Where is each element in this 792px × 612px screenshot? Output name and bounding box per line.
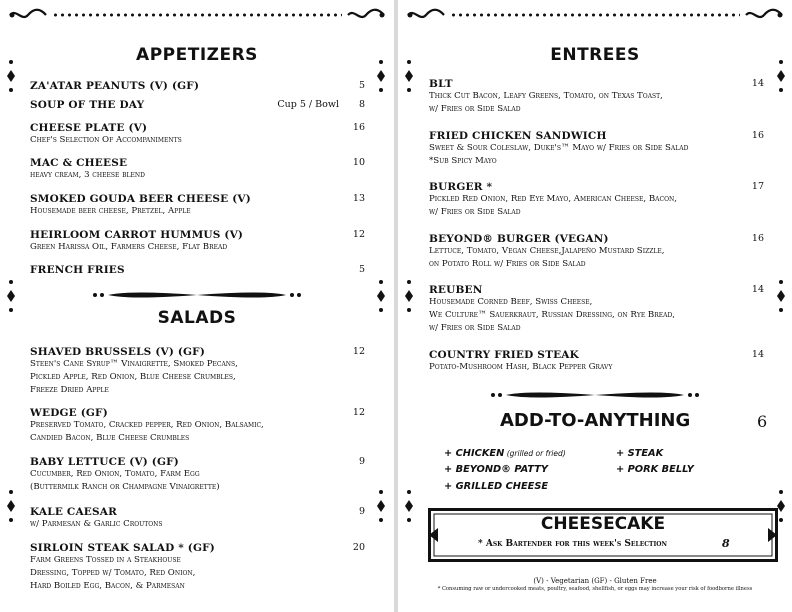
side-ornament [404,490,414,530]
swirl-icon [8,8,48,22]
side-ornament [776,280,786,320]
menu-item: BLT Thick Cut Bacon, Leafy Greens, Tomato, on Texas Toast, w/ Fries or Side Salad 14 [429,78,764,114]
top-border-ornament [0,8,394,22]
menu-item: BURGER * Pickled Red Onion, Red Eye Mayo, American Cheese, Bacon, w/ Fries or Side Salad 17 [429,181,764,217]
entrees-heading: ENTREES [550,45,640,65]
cheesecake-price: 8 [722,537,730,550]
menu-item: KALE CAESAR w/ Parmesan & Garlic Croutons 9 [30,506,365,529]
menu-item: BABY LETTUCE (V) (GF) Cucumber, Red Onion, Tomato, Farm Egg (Buttermilk Ranch or Champagne Vinaigrette) 9 [30,456,365,492]
side-ornament [376,490,386,530]
side-ornament [376,60,386,100]
top-border-ornament [398,8,792,22]
side-ornament [6,490,16,530]
menu-item: MAC & CHEESE heavy cream, 3 cheese blend 10 [30,157,365,180]
swirl-icon [346,8,386,22]
food-safety-warning: * Consuming raw or undercooked meats, poultry, seafood, shellfish, or eggs may increase your risk of foodborne illness [437,586,753,592]
soup-size-options: Cup 5 / Bowl [277,99,339,110]
addon-item: + STEAK [616,448,664,459]
menu-item: FRIED CHICKEN SANDWICH Sweet & Sour Coleslaw, Duke's™ Mayo w/ Fries or Side Salad *Sub Spicy Mayo 16 [429,130,764,166]
menu-item: BEYOND® BURGER (VEGAN) Lettuce, Tomato, Vegan Cheese,Jalapeño Mustard Sizzle, on Potato Roll w/ Fries or Side Salad 16 [429,233,764,269]
menu-item: COUNTRY FRIED STEAK Potato-Mushroom Hash, Black Pepper Gravy 14 [429,349,764,372]
menu-item: HEIRLOOM CARROT HUMMUS (V) Green Harissa Oil, Farmers Cheese, Flat Bread 12 [30,229,365,252]
menu-item: REUBEN Housemade Corned Beef, Swiss Cheese, We Culture™ Sauerkraut, Russian Dressing, on Rye Bread, w/ Fries or Side Salad 14 [429,284,764,333]
section-divider [398,389,792,401]
salads-heading: SALADS [157,308,237,328]
menu-item: SMOKED GOUDA BEER CHEESE (V) Housemade beer cheese, Pretzel, Apple 13 [30,193,365,216]
appetizers-heading: APPETIZERS [136,45,258,65]
menu-item: FRENCH FRIES 5 [30,264,365,276]
side-ornament [776,60,786,100]
addon-item: + BEYOND® PATTY [444,464,549,475]
swirl-icon [744,8,784,22]
addon-item: + CHICKEN (grilled or fried) [444,448,566,459]
side-ornament [6,60,16,100]
menu-item: SOUP OF THE DAY Cup 5 / Bowl 8 [30,99,365,111]
side-ornament [404,60,414,100]
cheesecake-subtitle: * Ask Bartender for this week's Selection [478,539,668,549]
menu-item: ZA'ATAR PEANUTS (V) (GF) 5 [30,80,365,92]
addon-heading: ADD-TO-ANYTHING [500,410,691,431]
addon-item: + PORK BELLY [616,464,694,475]
cheesecake-heading: CHEESECAKE [540,514,666,534]
swirl-icon [406,8,446,22]
addon-item: + GRILLED CHEESE [444,481,549,492]
side-ornament [404,280,414,320]
menu-item: CHEESE PLATE (V) Chef's Selection Of Accompaniments 16 [30,122,365,145]
menu-item: SHAVED BRUSSELS (V) (GF) Steen's Cane Syrup™ Vinaigrette, Smoked Pecans, Pickled Apple, Red Onion, Blue Cheese Crumbles, Freeze Dried Apple 12 [30,346,365,395]
section-divider [0,289,394,301]
menu-item: WEDGE (GF) Preserved Tomato, Cracked pepper, Red Onion, Balsamic, Candied Bacon, Blue Cheese Crumbles 12 [30,407,365,443]
dietary-legend: (V) - Vegetarian (GF) - Gluten Free [533,577,657,585]
menu-item: SIRLOIN STEAK SALAD * (GF) Farm Greens Tossed in a Steakhouse Dressing, Topped w/ Tomato, Red Onion, Hard Boiled Egg, Bacon, & Parmesan 20 [30,542,365,591]
left-menu-page [0,0,394,612]
addon-price: 6 [757,412,768,431]
